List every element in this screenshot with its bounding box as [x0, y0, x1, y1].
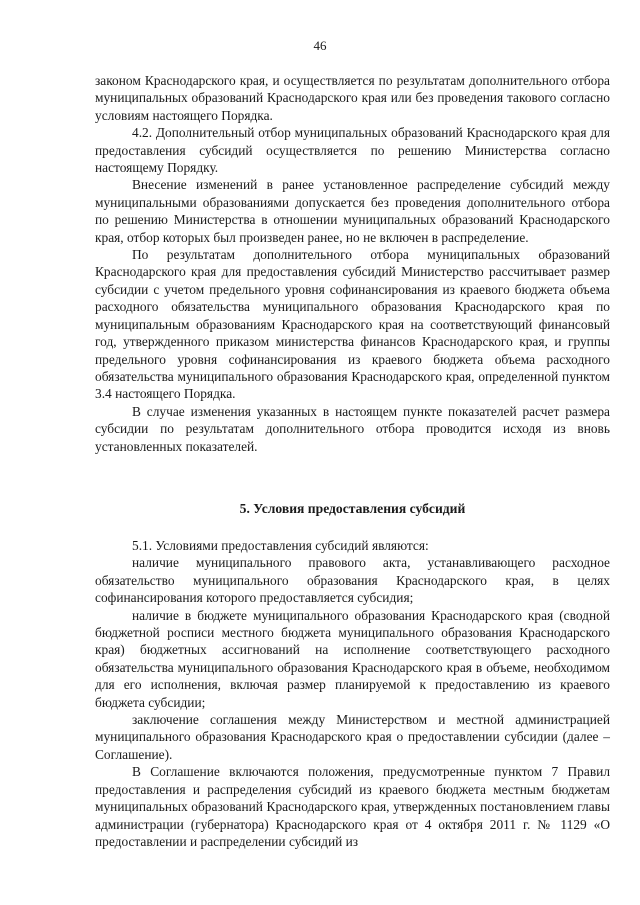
paragraph-changes: Внесение изменений в ранее установленное распределение субсидий между муниципальными образованиями допускается без проведения дополнительного отбора по решению Министерства в отношении муниципальных образований Краснодарского края, отбор которых был произведен ранее, но не включен в распределение.	[95, 177, 610, 245]
paragraph-condition-legal-act: наличие муниципального правового акта, устанавливающего расходное обязательство муниципального образования Краснодарского края, в целях софинансирования которого предоставляется субсидия;	[95, 555, 610, 606]
text-block-top	[95, 72, 610, 455]
paragraph-5-1: 5.1. Условиями предоставления субсидий являются:	[132, 538, 429, 553]
text-block-bottom	[95, 537, 610, 850]
page-number: 46	[313, 38, 327, 53]
paragraph-condition-agreement: заключение соглашения между Министерством и местной администрацией муниципального образования Краснодарского края о предоставлении субсидии (далее – Соглашение).	[95, 712, 610, 762]
paragraph-results: По результатам дополнительного отбора муниципальных образований Краснодарского края для предоставления субсидий Министерство рассчитывает размер субсидии с учетом предельного уровня софинансирования из краевого бюджета объема расходного обязательства муниципального образования Краснодарского края по муниципальным образованиям Краснодарского края на соответствующий финансовый год, утвержденного приказом министерства финансов Краснодарского края, и группы предельного уровня софинансирования из краевого бюджета объема расходного обязательства муниципального образования Краснодарского края, определенной пунктом 3.4 настоящего Порядка.	[95, 247, 610, 402]
paragraph-agreement-contents: В Соглашение включаются положения, предусмотренные пунктом 7 Правил предоставления и распределения субсидий из краевого бюджета местным бюджетам муниципальных образований Краснодарского края, утвержденных постановлением главы администрации (губернатора) Краснодарского края от 4 октября 2011 г. № 1129 «О предоставлении и распределении субсидий из	[95, 764, 610, 849]
paragraph-recalculation: В случае изменения указанных в настоящем пункте показателей расчет размера субсидии по результатам дополнительного отбора проводится исходя из вновь установленных показателей.	[95, 403, 610, 454]
paragraph-continuation: законом Краснодарского края, и осуществляется по результатам дополнительного отбора муниципальных образований Краснодарского края или без проведения такового согласно условиям настоящего Порядка.	[95, 73, 610, 123]
section-heading: 5. Условия предоставления субсидий	[239, 501, 466, 516]
paragraph-condition-budget: наличие в бюджете муниципального образования Краснодарского края (сводной бюджетной росписи местного бюджета муниципального образования Краснодарского края) бюджетных ассигнований на исполнение соответствующего расходного обязательства муниципального образования Краснодарского края в объеме, необходимом для его исполнения, включая размер планируемой к предоставлению из краевого бюджета субсидии;	[95, 607, 610, 710]
paragraph-4-2: 4.2. Дополнительный отбор муниципальных образований Краснодарского края для предоставления субсидий осуществляется по решению Министерства согласно настоящему Порядку.	[95, 125, 610, 176]
